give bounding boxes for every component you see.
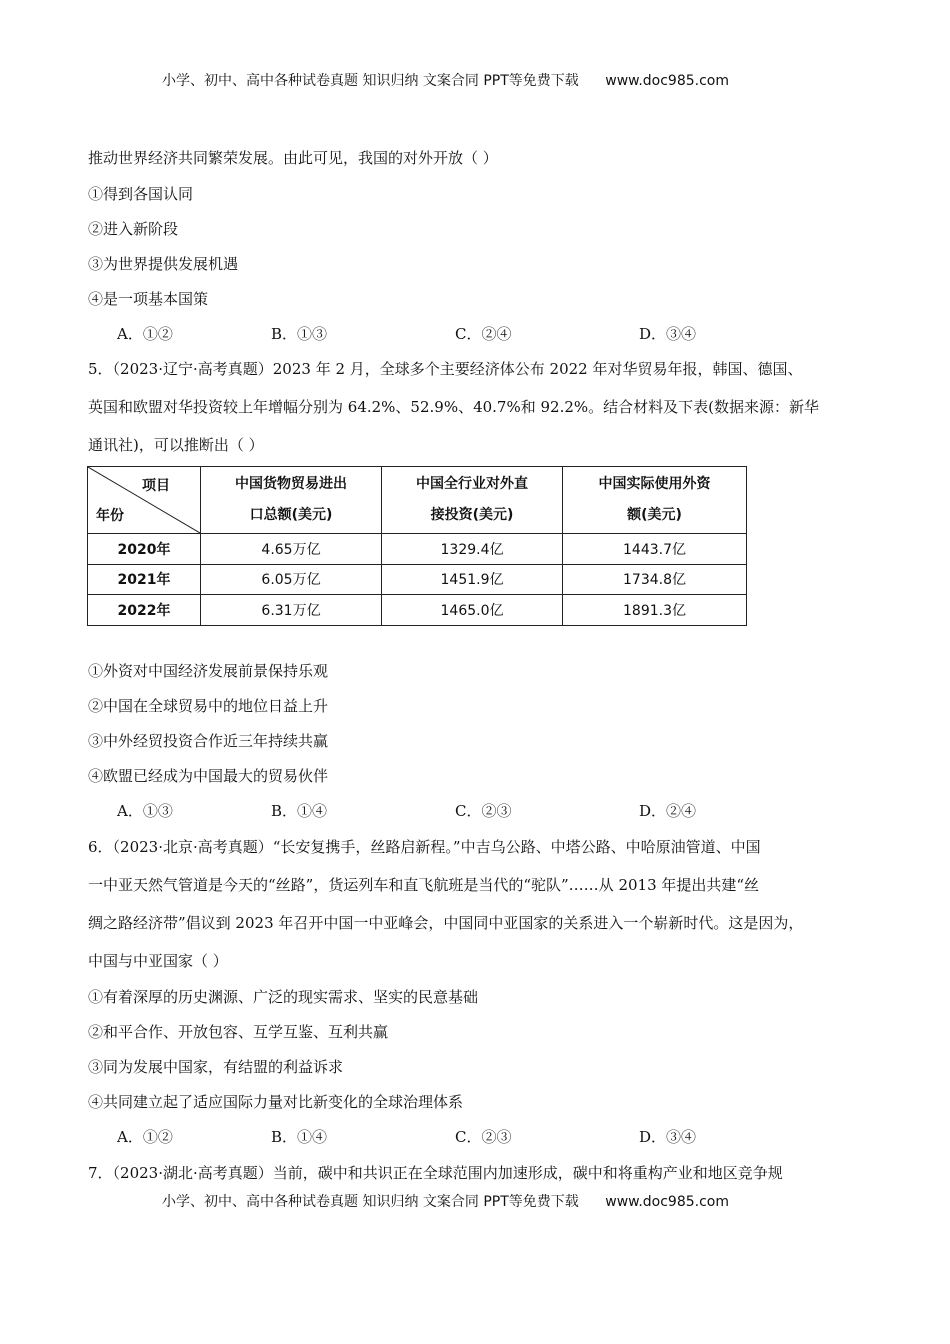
col-header-trade [201,467,382,534]
q4-option-d[interactable]: D．③④ [639,325,697,343]
q5-item-4: ④欧盟已经成为中国最大的贸易伙伴 [88,767,329,785]
page-header [162,70,729,90]
q6-option-a[interactable]: A．①② [117,1128,173,1146]
q5-data-table [87,466,747,626]
q6-option-c[interactable]: C．②③ [455,1128,512,1146]
col-header-odi-line-2: 接投资(美元) [430,507,514,523]
header-site-link[interactable]: www.doc985.com [605,73,729,89]
q6-stem-line-2: 一中亚天然气管道是今天的“丝路”，货运列车和直飞航班是当代的“驼队”……从 2013 年提出共建“丝 [88,876,760,894]
q4-item-1: ①得到各国认同 [88,185,194,203]
corner-label-item: 项目 [142,478,170,494]
page-footer [162,1191,729,1211]
header-text: 小学、初中、高中各种试卷真题 知识归纳 文案合同 PPT等免费下载 [162,73,579,89]
q4-option-a[interactable]: A．①② [117,325,173,343]
q5-option-d[interactable]: D．②④ [639,802,697,820]
q4-item-2: ②进入新阶段 [88,220,179,238]
q4-item-4: ④是一项基本国策 [88,290,209,308]
q6-item-2: ②和平合作、开放包容、互学互鉴、互利共赢 [88,1023,389,1041]
table-row [88,564,747,595]
cell-odi: 1329.4亿 [382,534,563,565]
cell-fdi: 1443.7亿 [563,534,747,565]
q6-item-4: ④共同建立起了适应国际力量对比新变化的全球治理体系 [88,1093,464,1111]
cell-fdi: 1891.3亿 [563,595,747,626]
q6-item-1: ①有着深厚的历史渊源、广泛的现实需求、坚实的民意基础 [88,988,479,1006]
q7-stem-line-1: 7．（2023·湖北·高考真题）当前，碳中和共识正在全球范围内加速形成，碳中和将重构产业和地区竞争规 [88,1164,783,1182]
table-row [88,595,747,626]
corner-label-year: 年份 [96,508,124,524]
col-header-odi [382,467,563,534]
q6-stem-line-4: 中国与中亚国家（ ） [88,952,228,970]
q5-item-2: ②中国在全球贸易中的地位日益上升 [88,697,329,715]
q4-stem: 推动世界经济共同繁荣发展。由此可见，我国的对外开放（ ） [88,149,498,167]
table-row [88,534,747,565]
cell-trade: 6.05万亿 [201,564,382,595]
q5-stem-line-2: 英国和欧盟对华投资较上年增幅分别为 64.2%、52.9%、40.7%和 92.2%。结合材料及下表(数据来源：新华 [88,398,819,416]
q5-stem-line-1: 5．（2023·辽宁·高考真题）2023 年 2 月，全球多个主要经济体公布 2022 年对华贸易年报，韩国、德国、 [88,360,803,378]
row-year: 2022年 [88,595,201,626]
q6-stem-line-1: 6．（2023·北京·高考真题）“长安复携手，丝路启新程。”中吉乌公路、中塔公路、中哈原油管道、中国 [88,838,761,856]
col-header-fdi [563,467,747,534]
q6-option-d[interactable]: D．③④ [639,1128,697,1146]
q5-option-a[interactable]: A．①③ [117,802,173,820]
table-header-row [88,467,747,534]
q6-stem-line-3: 绸之路经济带”倡议到 2023 年召开中国一中亚峰会，中国同中亚国家的关系进入一个崭新时代。这是因为， [88,914,804,932]
q5-option-b[interactable]: B．①④ [271,802,328,820]
row-year: 2020年 [88,534,201,565]
footer-site-link[interactable]: www.doc985.com [605,1194,729,1210]
q4-item-3: ③为世界提供发展机遇 [88,255,239,273]
row-year: 2021年 [88,564,201,595]
col-header-fdi-line-1: 中国实际使用外资 [598,476,711,492]
q4-option-b[interactable]: B．①③ [271,325,328,343]
cell-odi: 1465.0亿 [382,595,563,626]
cell-trade: 6.31万亿 [201,595,382,626]
cell-odi: 1451.9亿 [382,564,563,595]
col-header-fdi-line-2: 额(美元) [627,507,682,523]
col-header-trade-line-1: 中国货物贸易进出 [235,476,347,492]
col-header-odi-line-1: 中国全行业对外直 [416,476,528,492]
q6-option-b[interactable]: B．①④ [271,1128,328,1146]
q6-item-3: ③同为发展中国家，有结盟的利益诉求 [88,1058,344,1076]
col-header-trade-line-2: 口总额(美元) [249,507,333,523]
q5-item-3: ③中外经贸投资合作近三年持续共赢 [88,732,329,750]
cell-fdi: 1734.8亿 [563,564,747,595]
table-corner-cell [88,467,201,534]
q5-stem-line-3: 通讯社)，可以推断出（ ） [88,436,264,454]
q5-option-c[interactable]: C．②③ [455,802,512,820]
q5-item-1: ①外资对中国经济发展前景保持乐观 [88,662,329,680]
cell-trade: 4.65万亿 [201,534,382,565]
footer-text: 小学、初中、高中各种试卷真题 知识归纳 文案合同 PPT等免费下载 [162,1194,579,1210]
q4-option-c[interactable]: C．②④ [455,325,512,343]
